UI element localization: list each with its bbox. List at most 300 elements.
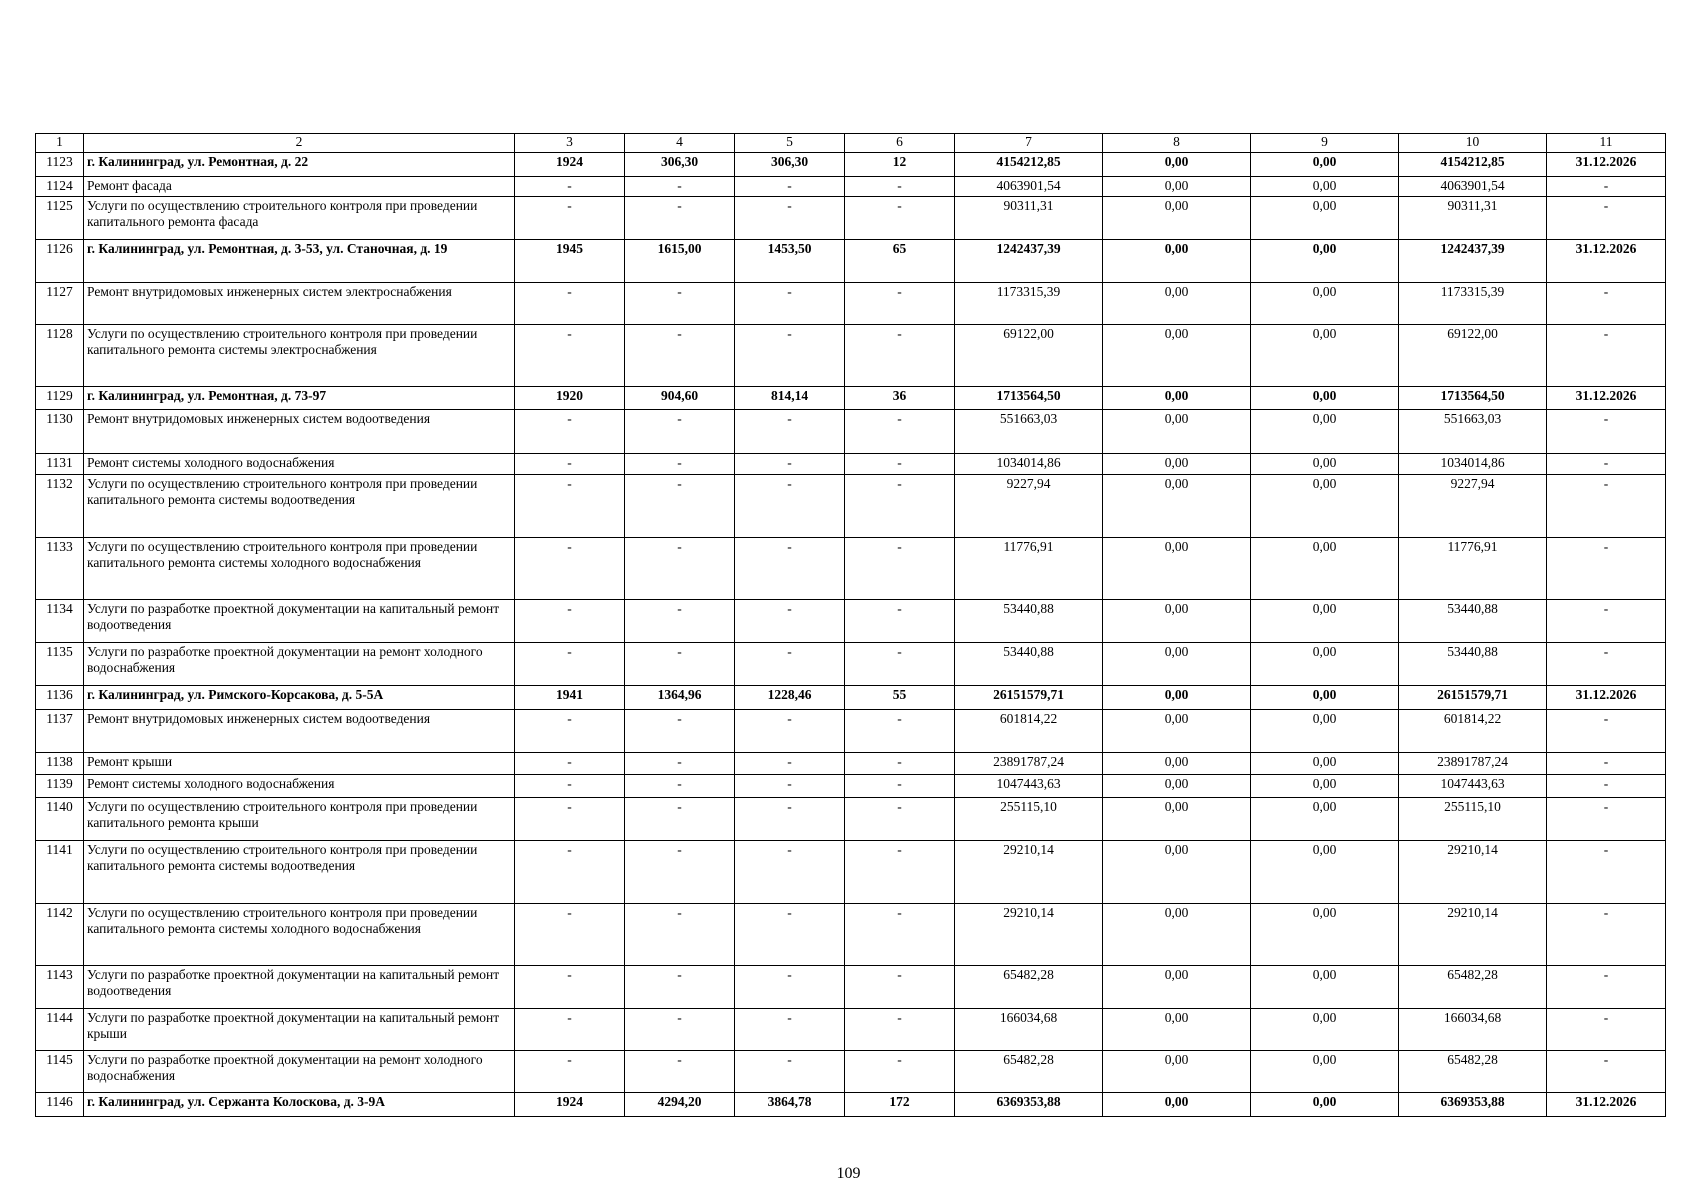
area-living-cell: - [735,475,845,538]
year-cell: - [515,410,625,454]
deadline-cell: - [1547,283,1666,325]
residents-cell: - [845,753,955,775]
table-row-work [36,904,1666,966]
owners-cell: 255115,10 [1399,798,1547,841]
row-number-cell: 1131 [36,454,84,475]
year-cell: - [515,538,625,600]
cost-total-cell: 4154212,85 [955,153,1103,177]
area-total-cell: - [625,775,735,798]
residents-cell: - [845,177,955,197]
year-cell: - [515,904,625,966]
deadline-cell: - [1547,904,1666,966]
owners-cell: 53440,88 [1399,600,1547,643]
deadline-cell: - [1547,643,1666,686]
description-cell: Услуги по осуществлению строительного контроля при проведении капитального ремонта системы водоотведения [84,841,515,904]
owners-cell: 4063901,54 [1399,177,1547,197]
cost-total-cell: 1173315,39 [955,283,1103,325]
row-number-cell: 1133 [36,538,84,600]
year-cell: 1941 [515,686,625,710]
budget-cell: 0,00 [1251,153,1399,177]
table-row-work [36,1051,1666,1093]
table-row-work [36,710,1666,753]
fund-cell: 0,00 [1103,798,1251,841]
area-living-cell: 3864,78 [735,1093,845,1117]
cost-total-cell: 90311,31 [955,197,1103,240]
fund-cell: 0,00 [1103,1093,1251,1117]
row-number-cell: 1144 [36,1009,84,1051]
row-number-cell: 1141 [36,841,84,904]
area-total-cell: 1615,00 [625,240,735,283]
description-cell: Услуги по разработке проектной документации на капитальный ремонт крыши [84,1009,515,1051]
area-living-cell: - [735,454,845,475]
area-living-cell: - [735,904,845,966]
table-row-work [36,177,1666,197]
description-cell: Услуги по разработке проектной документации на капитальный ремонт водоотведения [84,600,515,643]
description-cell: Услуги по разработке проектной документации на ремонт холодного водоснабжения [84,643,515,686]
area-total-cell: - [625,753,735,775]
area-living-cell: - [735,710,845,753]
row-number-cell: 1132 [36,475,84,538]
residents-cell: 172 [845,1093,955,1117]
fund-cell: 0,00 [1103,475,1251,538]
cost-total-cell: 23891787,24 [955,753,1103,775]
deadline-cell: - [1547,600,1666,643]
residents-cell: - [845,600,955,643]
fund-cell: 0,00 [1103,775,1251,798]
cost-total-cell: 1713564,50 [955,387,1103,410]
fund-cell: 0,00 [1103,643,1251,686]
residents-cell: - [845,904,955,966]
area-living-cell: - [735,1051,845,1093]
area-living-cell: - [735,410,845,454]
budget-cell: 0,00 [1251,775,1399,798]
area-living-cell: 1453,50 [735,240,845,283]
description-cell: Услуги по осуществлению строительного контроля при проведении капитального ремонта системы холодного водоснабжения [84,904,515,966]
column-header: 5 [735,134,845,153]
table-row-work [36,798,1666,841]
row-number-cell: 1135 [36,643,84,686]
register-table [35,133,1666,1117]
area-living-cell: - [735,753,845,775]
residents-cell: - [845,538,955,600]
row-number-cell: 1128 [36,325,84,387]
owners-cell: 23891787,24 [1399,753,1547,775]
owners-cell: 1713564,50 [1399,387,1547,410]
description-cell: Ремонт системы холодного водоснабжения [84,775,515,798]
row-number-cell: 1140 [36,798,84,841]
cost-total-cell: 11776,91 [955,538,1103,600]
area-total-cell: - [625,197,735,240]
column-header: 7 [955,134,1103,153]
budget-cell: 0,00 [1251,177,1399,197]
column-header: 9 [1251,134,1399,153]
column-header: 1 [36,134,84,153]
row-number-cell: 1125 [36,197,84,240]
area-living-cell: - [735,177,845,197]
fund-cell: 0,00 [1103,600,1251,643]
area-living-cell: - [735,538,845,600]
row-number-cell: 1123 [36,153,84,177]
residents-cell: - [845,1051,955,1093]
area-total-cell: - [625,710,735,753]
description-cell: Услуги по осуществлению строительного контроля при проведении капитального ремонта системы водоотведения [84,475,515,538]
fund-cell: 0,00 [1103,410,1251,454]
cost-total-cell: 53440,88 [955,600,1103,643]
column-header: 10 [1399,134,1547,153]
deadline-cell: - [1547,325,1666,387]
cost-total-cell: 53440,88 [955,643,1103,686]
deadline-cell: - [1547,475,1666,538]
budget-cell: 0,00 [1251,753,1399,775]
owners-cell: 1047443,63 [1399,775,1547,798]
owners-cell: 11776,91 [1399,538,1547,600]
year-cell: - [515,177,625,197]
cost-total-cell: 6369353,88 [955,1093,1103,1117]
year-cell: 1924 [515,153,625,177]
owners-cell: 29210,14 [1399,904,1547,966]
fund-cell: 0,00 [1103,454,1251,475]
column-header: 3 [515,134,625,153]
description-cell: Ремонт внутридомовых инженерных систем водоотведения [84,710,515,753]
fund-cell: 0,00 [1103,686,1251,710]
residents-cell: - [845,325,955,387]
deadline-cell: - [1547,454,1666,475]
area-total-cell: - [625,600,735,643]
deadline-cell: - [1547,410,1666,454]
row-number-cell: 1137 [36,710,84,753]
area-living-cell: - [735,841,845,904]
deadline-cell: - [1547,966,1666,1009]
cost-total-cell: 29210,14 [955,904,1103,966]
cost-total-cell: 65482,28 [955,1051,1103,1093]
table-row-work [36,197,1666,240]
area-total-cell: - [625,841,735,904]
table-row-work [36,643,1666,686]
residents-cell: - [845,454,955,475]
row-number-cell: 1126 [36,240,84,283]
budget-cell: 0,00 [1251,325,1399,387]
deadline-cell: - [1547,775,1666,798]
area-living-cell: 1228,46 [735,686,845,710]
description-cell: Услуги по разработке проектной документации на ремонт холодного водоснабжения [84,1051,515,1093]
description-cell: Услуги по осуществлению строительного контроля при проведении капитального ремонта системы холодного водоснабжения [84,538,515,600]
area-total-cell: - [625,454,735,475]
residents-cell: 12 [845,153,955,177]
area-total-cell: - [625,538,735,600]
budget-cell: 0,00 [1251,841,1399,904]
year-cell: - [515,643,625,686]
row-number-cell: 1138 [36,753,84,775]
area-total-cell: - [625,283,735,325]
table-body [36,134,1666,1117]
year-cell: 1920 [515,387,625,410]
fund-cell: 0,00 [1103,1009,1251,1051]
deadline-cell: - [1547,710,1666,753]
budget-cell: 0,00 [1251,240,1399,283]
year-cell: - [515,1051,625,1093]
description-cell: г. Калининград, ул. Ремонтная, д. 3-53, ул. Станочная, д. 19 [84,240,515,283]
table-row-work [36,966,1666,1009]
description-cell: Ремонт внутридомовых инженерных систем электроснабжения [84,283,515,325]
budget-cell: 0,00 [1251,710,1399,753]
cost-total-cell: 1242437,39 [955,240,1103,283]
owners-cell: 601814,22 [1399,710,1547,753]
owners-cell: 9227,94 [1399,475,1547,538]
year-cell: 1924 [515,1093,625,1117]
area-total-cell: - [625,410,735,454]
residents-cell: 36 [845,387,955,410]
table-row-work [36,475,1666,538]
table-row-address [36,153,1666,177]
owners-cell: 65482,28 [1399,966,1547,1009]
description-cell: Услуги по осуществлению строительного контроля при проведении капитального ремонта системы электроснабжения [84,325,515,387]
cost-total-cell: 69122,00 [955,325,1103,387]
description-cell: Ремонт крыши [84,753,515,775]
fund-cell: 0,00 [1103,753,1251,775]
year-cell: - [515,798,625,841]
row-number-cell: 1146 [36,1093,84,1117]
year-cell: - [515,197,625,240]
description-cell: Услуги по осуществлению строительного контроля при проведении капитального ремонта фасада [84,197,515,240]
residents-cell: 55 [845,686,955,710]
budget-cell: 0,00 [1251,966,1399,1009]
budget-cell: 0,00 [1251,1093,1399,1117]
area-total-cell: - [625,798,735,841]
cost-total-cell: 4063901,54 [955,177,1103,197]
table-row-work [36,538,1666,600]
budget-cell: 0,00 [1251,538,1399,600]
residents-cell: - [845,798,955,841]
deadline-cell: 31.12.2026 [1547,1093,1666,1117]
area-total-cell: 306,30 [625,153,735,177]
year-cell: - [515,600,625,643]
fund-cell: 0,00 [1103,283,1251,325]
area-living-cell: - [735,643,845,686]
deadline-cell: - [1547,538,1666,600]
residents-cell: - [845,643,955,686]
budget-cell: 0,00 [1251,475,1399,538]
row-number-cell: 1130 [36,410,84,454]
cost-total-cell: 551663,03 [955,410,1103,454]
owners-cell: 53440,88 [1399,643,1547,686]
area-total-cell: - [625,177,735,197]
deadline-cell: 31.12.2026 [1547,387,1666,410]
description-cell: Услуги по разработке проектной документации на капитальный ремонт водоотведения [84,966,515,1009]
deadline-cell: - [1547,798,1666,841]
budget-cell: 0,00 [1251,643,1399,686]
area-total-cell: - [625,966,735,1009]
residents-cell: - [845,475,955,538]
owners-cell: 90311,31 [1399,197,1547,240]
budget-cell: 0,00 [1251,283,1399,325]
description-cell: Ремонт внутридомовых инженерных систем водоотведения [84,410,515,454]
fund-cell: 0,00 [1103,240,1251,283]
area-total-cell: - [625,475,735,538]
fund-cell: 0,00 [1103,966,1251,1009]
year-cell: - [515,775,625,798]
budget-cell: 0,00 [1251,410,1399,454]
table-row-work [36,454,1666,475]
row-number-cell: 1136 [36,686,84,710]
deadline-cell: - [1547,841,1666,904]
year-cell: - [515,753,625,775]
fund-cell: 0,00 [1103,197,1251,240]
deadline-cell: 31.12.2026 [1547,240,1666,283]
cost-total-cell: 65482,28 [955,966,1103,1009]
owners-cell: 6369353,88 [1399,1093,1547,1117]
description-cell: Услуги по осуществлению строительного контроля при проведении капитального ремонта крыши [84,798,515,841]
cost-total-cell: 255115,10 [955,798,1103,841]
budget-cell: 0,00 [1251,798,1399,841]
fund-cell: 0,00 [1103,387,1251,410]
residents-cell: - [845,283,955,325]
deadline-cell: - [1547,197,1666,240]
residents-cell: - [845,775,955,798]
year-cell: - [515,454,625,475]
owners-cell: 551663,03 [1399,410,1547,454]
area-total-cell: 904,60 [625,387,735,410]
row-number-cell: 1145 [36,1051,84,1093]
fund-cell: 0,00 [1103,1051,1251,1093]
cost-total-cell: 9227,94 [955,475,1103,538]
column-header: 11 [1547,134,1666,153]
table-row-work [36,841,1666,904]
owners-cell: 69122,00 [1399,325,1547,387]
residents-cell: - [845,197,955,240]
owners-cell: 166034,68 [1399,1009,1547,1051]
fund-cell: 0,00 [1103,325,1251,387]
year-cell: - [515,710,625,753]
residents-cell: - [845,966,955,1009]
deadline-cell: - [1547,177,1666,197]
deadline-cell: - [1547,753,1666,775]
residents-cell: - [845,710,955,753]
year-cell: - [515,325,625,387]
deadline-cell: - [1547,1009,1666,1051]
cost-total-cell: 1047443,63 [955,775,1103,798]
residents-cell: - [845,841,955,904]
owners-cell: 4154212,85 [1399,153,1547,177]
description-cell: г. Калининград, ул. Сержанта Колоскова, д. 3-9А [84,1093,515,1117]
description-cell: г. Калининград, ул. Римского-Корсакова, д. 5-5А [84,686,515,710]
row-number-cell: 1127 [36,283,84,325]
area-living-cell: - [735,966,845,1009]
residents-cell: - [845,410,955,454]
row-number-cell: 1143 [36,966,84,1009]
fund-cell: 0,00 [1103,153,1251,177]
fund-cell: 0,00 [1103,710,1251,753]
description-cell: г. Калининград, ул. Ремонтная, д. 73-97 [84,387,515,410]
row-number-cell: 1124 [36,177,84,197]
area-living-cell: - [735,798,845,841]
budget-cell: 0,00 [1251,387,1399,410]
budget-cell: 0,00 [1251,904,1399,966]
cost-total-cell: 166034,68 [955,1009,1103,1051]
owners-cell: 1242437,39 [1399,240,1547,283]
year-cell: - [515,841,625,904]
area-living-cell: - [735,1009,845,1051]
residents-cell: 65 [845,240,955,283]
table-row-address [36,240,1666,283]
description-cell: Ремонт фасада [84,177,515,197]
owners-cell: 26151579,71 [1399,686,1547,710]
table-row-address [36,387,1666,410]
table-row-work [36,325,1666,387]
cost-total-cell: 1034014,86 [955,454,1103,475]
table-row-address [36,1093,1666,1117]
area-living-cell: - [735,197,845,240]
residents-cell: - [845,1009,955,1051]
column-number-header-row [36,134,1666,153]
column-header: 8 [1103,134,1251,153]
description-cell: Ремонт системы холодного водоснабжения [84,454,515,475]
budget-cell: 0,00 [1251,600,1399,643]
column-header: 6 [845,134,955,153]
table-row-work [36,1009,1666,1051]
row-number-cell: 1129 [36,387,84,410]
year-cell: - [515,283,625,325]
year-cell: - [515,1009,625,1051]
area-total-cell: - [625,904,735,966]
fund-cell: 0,00 [1103,904,1251,966]
table-row-address [36,686,1666,710]
area-total-cell: 4294,20 [625,1093,735,1117]
row-number-cell: 1139 [36,775,84,798]
table-row-work [36,775,1666,798]
column-header: 2 [84,134,515,153]
table-row-work [36,753,1666,775]
deadline-cell: 31.12.2026 [1547,153,1666,177]
year-cell: - [515,475,625,538]
area-total-cell: - [625,643,735,686]
row-number-cell: 1134 [36,600,84,643]
area-living-cell: - [735,283,845,325]
fund-cell: 0,00 [1103,841,1251,904]
budget-cell: 0,00 [1251,686,1399,710]
area-living-cell: - [735,600,845,643]
year-cell: 1945 [515,240,625,283]
fund-cell: 0,00 [1103,177,1251,197]
area-living-cell: 306,30 [735,153,845,177]
table-row-work [36,600,1666,643]
owners-cell: 65482,28 [1399,1051,1547,1093]
cost-total-cell: 601814,22 [955,710,1103,753]
area-total-cell: - [625,1009,735,1051]
table-row-work [36,410,1666,454]
year-cell: - [515,966,625,1009]
budget-cell: 0,00 [1251,1009,1399,1051]
fund-cell: 0,00 [1103,538,1251,600]
row-number-cell: 1142 [36,904,84,966]
owners-cell: 1173315,39 [1399,283,1547,325]
budget-cell: 0,00 [1251,1051,1399,1093]
area-living-cell: 814,14 [735,387,845,410]
cost-total-cell: 29210,14 [955,841,1103,904]
area-total-cell: - [625,325,735,387]
area-total-cell: 1364,96 [625,686,735,710]
cost-total-cell: 26151579,71 [955,686,1103,710]
owners-cell: 29210,14 [1399,841,1547,904]
page-number: 109 [836,1165,861,1182]
area-living-cell: - [735,325,845,387]
deadline-cell: 31.12.2026 [1547,686,1666,710]
area-total-cell: - [625,1051,735,1093]
budget-cell: 0,00 [1251,454,1399,475]
owners-cell: 1034014,86 [1399,454,1547,475]
budget-cell: 0,00 [1251,197,1399,240]
table-row-work [36,283,1666,325]
description-cell: г. Калининград, ул. Ремонтная, д. 22 [84,153,515,177]
